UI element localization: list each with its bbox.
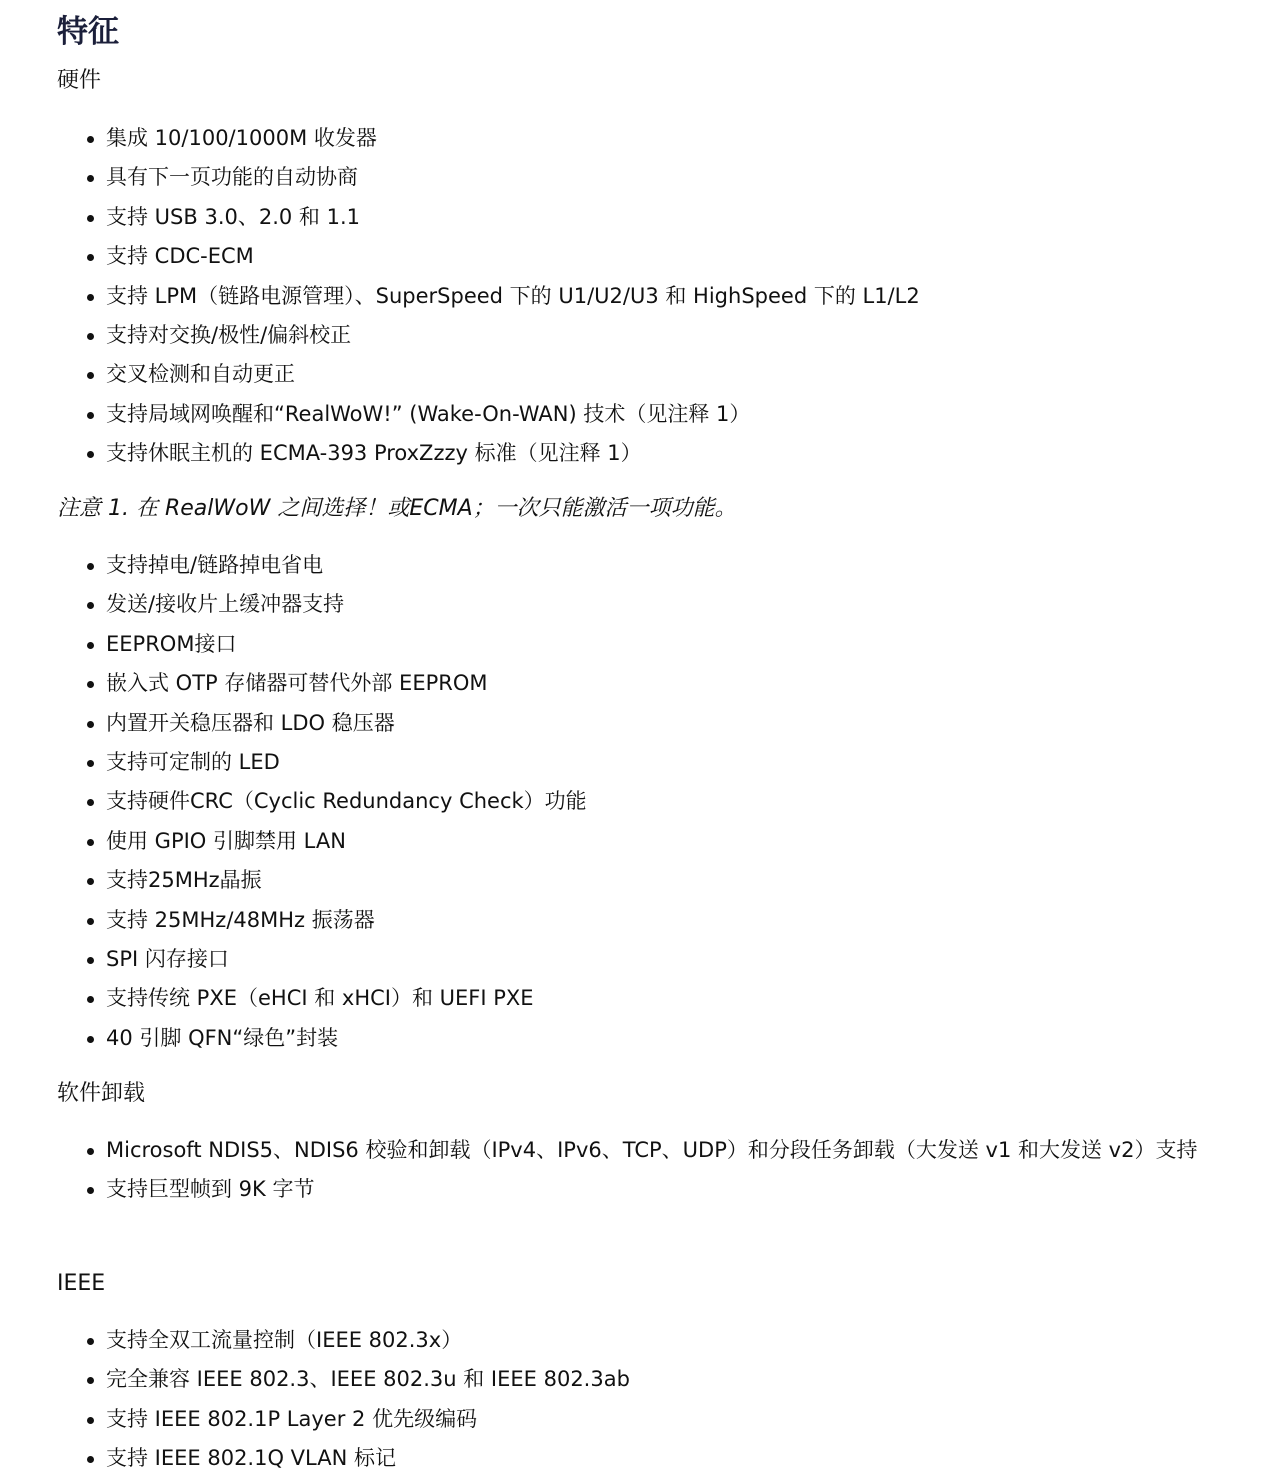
list-item: 支持 25MHz/48MHz 振荡器 — [57, 901, 1237, 940]
list-item: 支持硬件CRC（Cyclic Redundancy Check）功能 — [57, 782, 1237, 821]
list-item: 发送/接收片上缓冲器支持 — [57, 585, 1237, 624]
list-item: 支持巨型帧到 9K 字节 — [57, 1170, 1222, 1209]
list-item: 支持25MHz晶振 — [57, 861, 1237, 900]
ieee-list — [57, 1321, 1237, 1479]
list-item: 支持局域网唤醒和“RealWoW!” (Wake-On-WAN) 技术（见注释 1） — [57, 395, 1237, 434]
list-item: 集成 10/100/1000M 收发器 — [57, 119, 1237, 158]
list-item: SPI 闪存接口 — [57, 940, 1237, 979]
section-label-software: 软件卸载 — [57, 1081, 146, 1106]
list-item: 支持 IEEE 802.1P Layer 2 优先级编码 — [57, 1400, 1237, 1439]
page-title: 特征 — [57, 14, 119, 50]
list-item: 40 引脚 QFN“绿色”封装 — [57, 1019, 1237, 1058]
list-item: EEPROM接口 — [57, 625, 1237, 664]
list-item: 内置开关稳压器和 LDO 稳压器 — [57, 704, 1237, 743]
hardware-list-b — [57, 546, 1237, 1058]
list-item: 完全兼容 IEEE 802.3、IEEE 802.3u 和 IEEE 802.3ab — [57, 1360, 1237, 1399]
section-label-hardware: 硬件 — [57, 68, 102, 93]
list-item: 嵌入式 OTP 存储器可替代外部 EEPROM — [57, 664, 1237, 703]
list-item: 支持 USB 3.0、2.0 和 1.1 — [57, 198, 1237, 237]
section-label-ieee: IEEE — [57, 1271, 106, 1296]
list-item: 支持掉电/链路掉电省电 — [57, 546, 1237, 585]
list-item: 具有下一页功能的自动协商 — [57, 158, 1237, 197]
list-item: 支持全双工流量控制（IEEE 802.3x） — [57, 1321, 1237, 1360]
list-item: 支持 CDC-ECM — [57, 237, 1237, 276]
note-1: 注意 1. 在 RealWoW 之间选择！或ECMA；一次只能激活一项功能。 — [57, 496, 737, 521]
list-item: 支持休眠主机的 ECMA-393 ProxZzzy 标准（见注释 1） — [57, 434, 1237, 473]
list-item: 使用 GPIO 引脚禁用 LAN — [57, 822, 1237, 861]
list-item: 支持可定制的 LED — [57, 743, 1237, 782]
list-item: 支持 LPM（链路电源管理）、SuperSpeed 下的 U1/U2/U3 和 HighSpeed 下的 L1/L2 — [57, 277, 1237, 316]
list-item: 支持传统 PXE（eHCI 和 xHCI）和 UEFI PXE — [57, 979, 1237, 1018]
list-item: 支持 IEEE 802.1Q VLAN 标记 — [57, 1439, 1237, 1478]
hardware-list-a — [57, 119, 1237, 474]
list-item: 支持对交换/极性/偏斜校正 — [57, 316, 1237, 355]
list-item: Microsoft NDIS5、NDIS6 校验和卸载（IPv4、IPv6、TCP、UDP）和分段任务卸载（大发送 v1 和大发送 v2）支持 — [57, 1131, 1222, 1170]
software-list — [57, 1131, 1222, 1210]
list-item: 交叉检测和自动更正 — [57, 355, 1237, 394]
